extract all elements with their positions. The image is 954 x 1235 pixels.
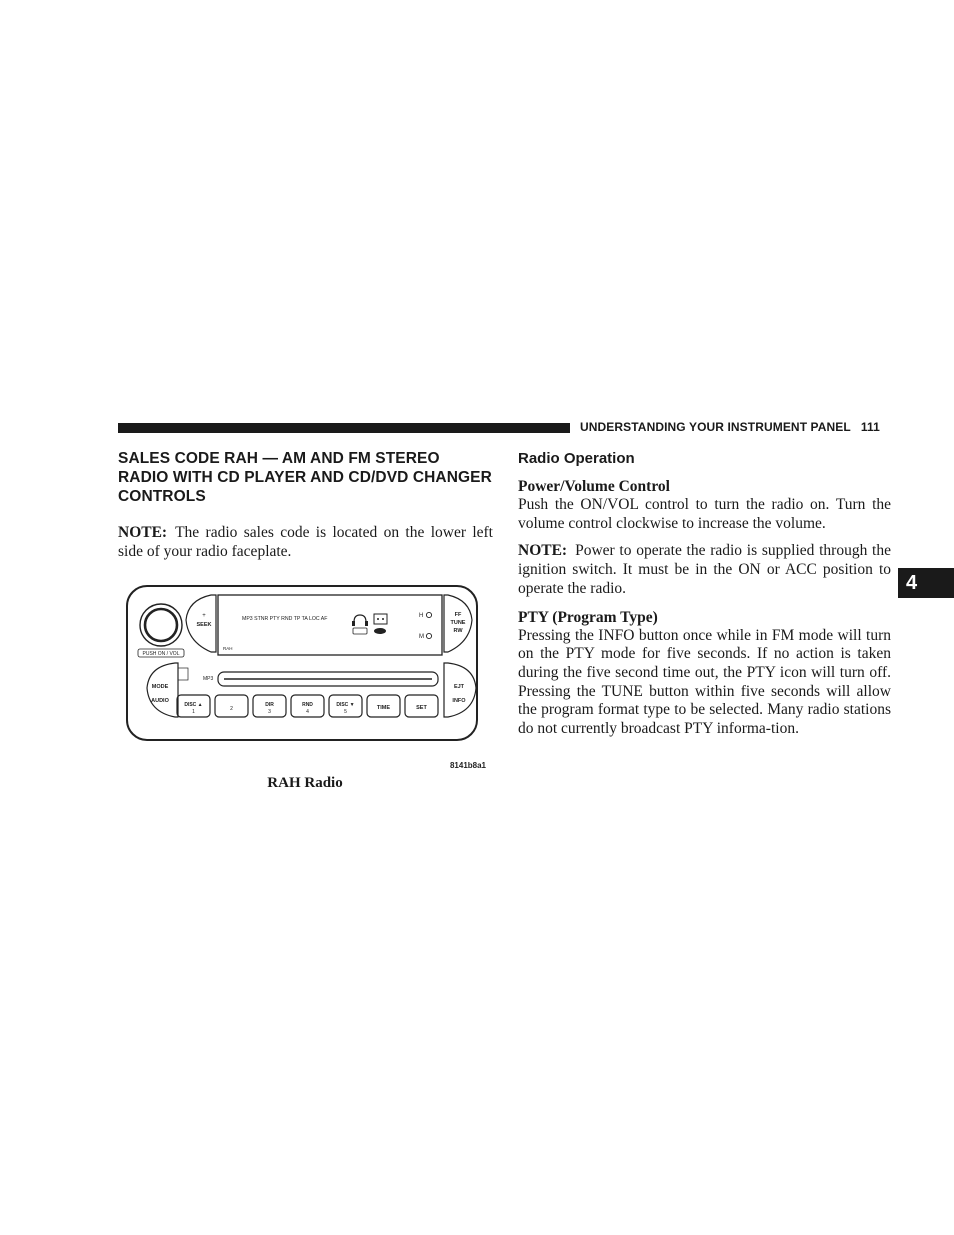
power-volume-text: Push the ON/VOL control to turn the radio on. Turn the volume control clockwise to increase the volume.	[518, 496, 891, 532]
right-column	[518, 449, 891, 739]
running-header	[580, 420, 891, 434]
ff-label: FF	[454, 612, 462, 618]
preset-4-top: RND	[302, 702, 313, 708]
audio-label: AUDIO	[151, 698, 169, 704]
cd-logo	[178, 668, 188, 680]
header-rule	[118, 423, 570, 433]
power-note-text: Power to operate the radio is supplied through the ignition switch. It must be in the ON or ACC position to operate the radio.	[518, 542, 891, 597]
indicator-labels: MP3 STNR PTY RND TP TA LOC AF	[242, 616, 328, 622]
page-number: 111	[860, 420, 880, 434]
display-window	[218, 595, 442, 655]
power-note-paragraph	[518, 542, 891, 598]
pty-text: Pressing the INFO button once while in FM mode will turn on the PTY mode for five seconds. If no action is taken during the five second time out, the PTY icon will turn off. Pressing the TUNE button within five seconds will allow the program format type to be selected. Many radio stations do not currently broadcast PTY informa-tion.	[518, 626, 891, 738]
pty-heading: PTY (Program Type)	[518, 608, 658, 626]
info-label: INFO	[452, 698, 466, 704]
seek-plus: +	[202, 613, 206, 619]
power-volume-heading: Power/Volume Control	[518, 478, 670, 495]
rah-label: RAH	[223, 646, 233, 651]
knob-label: PUSH ON / VOL	[142, 651, 180, 657]
radio-figure	[118, 580, 492, 772]
preset-5-top: DISC ▼	[336, 702, 355, 708]
preset-3-top: DIR	[265, 702, 274, 708]
mode-audio-rocker	[147, 663, 178, 717]
h-led	[426, 612, 431, 617]
note-text: The radio sales code is located on the lower left side of your radio faceplate.	[118, 524, 493, 560]
rw-label: RW	[453, 628, 463, 634]
radio-operation-heading: Radio Operation	[518, 450, 635, 467]
preset-4-bottom: 4	[306, 709, 309, 715]
set-label: SET	[416, 705, 427, 711]
cd-stack-icon	[353, 628, 367, 634]
mp3-slot-label: MP3	[203, 676, 214, 682]
preset-buttons	[177, 695, 438, 717]
cassette-icon	[374, 614, 387, 624]
preset-3-bottom: 3	[268, 709, 271, 715]
note-label: NOTE:	[518, 542, 568, 560]
disc-icon	[374, 628, 386, 634]
tune-label: TUNE	[450, 620, 466, 626]
time-label: TIME	[376, 705, 391, 711]
mode-label: MODE	[151, 684, 169, 690]
volume-knob-inner	[145, 609, 177, 641]
chapter-tab: 4	[898, 568, 954, 598]
headphone-icon	[354, 615, 366, 622]
preset-2-bottom: 2	[230, 706, 233, 712]
m-led	[426, 633, 431, 638]
preset-1-top: DISC ▲	[184, 702, 203, 708]
seek-label: SEEK	[196, 622, 212, 628]
figure-code: 8141b8a1	[449, 761, 486, 770]
radio-faceplate-illustration	[118, 580, 492, 772]
figure-caption: RAH Radio	[267, 775, 343, 791]
preset-1-bottom: 1	[192, 709, 195, 715]
left-column	[118, 449, 493, 561]
ejt-label: EJT	[453, 684, 465, 690]
header-title: UNDERSTANDING YOUR INSTRUMENT PANEL	[580, 420, 851, 434]
eject-info-rocker	[444, 663, 476, 717]
indicator-h: H	[419, 613, 424, 619]
indicator-m: M	[419, 634, 424, 640]
note-label: NOTE:	[118, 524, 168, 541]
section-heading: SALES CODE RAH — AM AND FM STEREO RADIO WITH CD PLAYER AND CD/DVD CHANGER CONTROLS	[118, 450, 492, 505]
note-paragraph	[118, 524, 493, 561]
preset-5-bottom: 5	[344, 709, 347, 715]
